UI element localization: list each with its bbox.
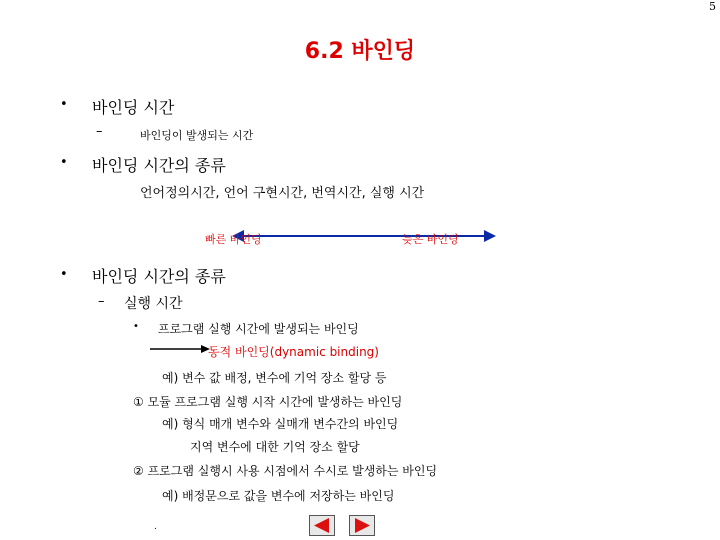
example-1: 예) 변수 값 배정, 변수에 기억 장소 할당 등 (162, 371, 387, 385)
bullet-3: • (60, 267, 68, 282)
case-2: ② 프로그램 실행시 사용 시점에서 수시로 발생하는 바인딩 (133, 464, 438, 478)
fast-binding-label: 빠른 바인딩 (205, 233, 262, 246)
next-slide-button[interactable] (349, 515, 375, 536)
example-2b: 지역 변수에 대한 기억 장소 할당 (190, 440, 360, 454)
page-number: 5 (709, 0, 716, 13)
bullet-4: • (133, 321, 139, 332)
bullet-2: • (60, 155, 68, 170)
section3-heading: 바인딩 시간의 종류 (92, 267, 226, 286)
runtime-item: 프로그램 실행 시간에 발생되는 바인딩 (158, 322, 359, 336)
section1-sub: 바인딩이 발생되는 시간 (140, 129, 254, 142)
page-title: 6.2 바인딩 (304, 39, 416, 64)
footer-dot: . (154, 522, 157, 532)
prev-slide-button[interactable] (309, 515, 335, 536)
binding-time-list: 언어정의시간, 언어 구현시간, 번역시간, 실행 시간 (140, 186, 425, 201)
section2-heading: 바인딩 시간의 종류 (92, 156, 226, 175)
bullet-1: • (60, 97, 68, 112)
example-3: 예) 배정문으로 값을 변수에 저장하는 바인딩 (162, 489, 395, 503)
dynamic-binding-label: 동적 바인딩(dynamic binding) (208, 345, 379, 359)
case-1: ① 모듈 프로그램 실행 시작 시간에 발생하는 바인딩 (133, 395, 403, 409)
dash-1: – (96, 124, 103, 139)
section1-heading: 바인딩 시간 (92, 98, 175, 117)
slow-binding-label: 늦은 바인딩 (402, 233, 459, 246)
section3-sub: 실행 시간 (124, 296, 183, 312)
example-2: 예) 형식 매개 변수와 실매개 변수간의 바인딩 (162, 417, 399, 431)
dash-2: – (98, 294, 105, 309)
dynamic-arrow (150, 343, 210, 355)
